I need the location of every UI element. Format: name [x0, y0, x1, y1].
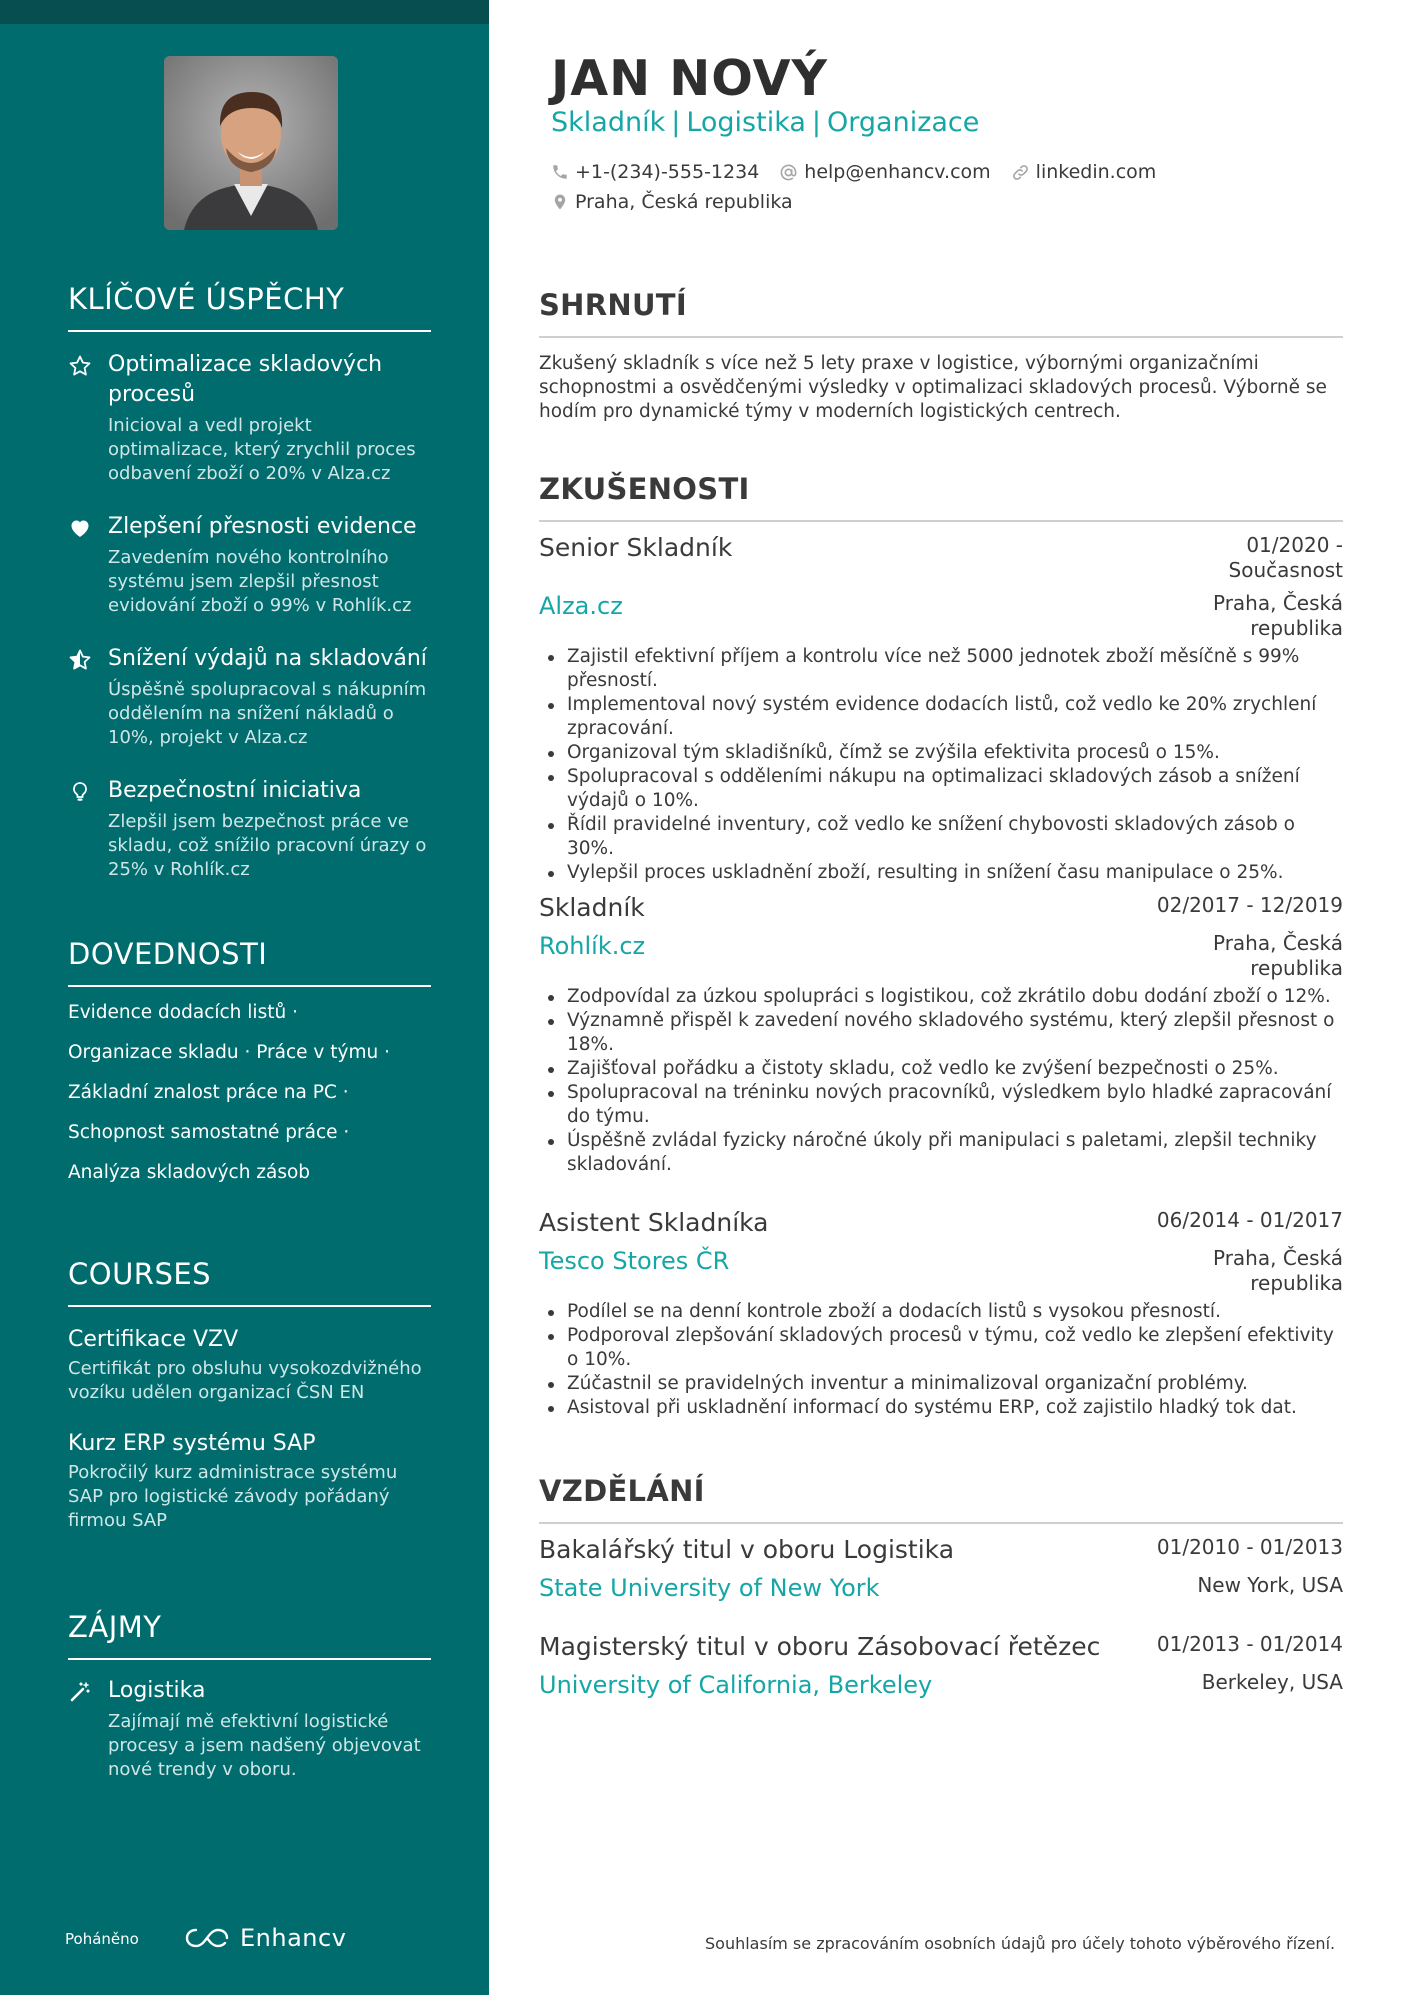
job-location: Praha, Česká republika: [1212, 931, 1343, 980]
job-date: 02/2017 - 12/2019: [1156, 893, 1343, 917]
job-entry: [539, 533, 1343, 885]
company-name[interactable]: Rohlík.cz: [539, 932, 646, 960]
education-title: VZDĚLÁNÍ: [539, 1474, 1343, 1524]
powered-by-label: Poháněno: [65, 1930, 139, 1948]
job-entry: [539, 1208, 1343, 1420]
job-bullet: Řídil pravidelné inventury, což vedlo ke snížení chybovosti skladových zásob o 30%.: [539, 813, 1343, 861]
achievement-desc: Úspěšně spolupracoval s nákupním oddělením na snížení nákladů o 10%, projekt v Alza.cz: [108, 679, 427, 748]
skills-section: [68, 937, 431, 1185]
job-location: Praha, Česká republika: [1212, 1246, 1343, 1295]
interests-section: [68, 1610, 431, 1782]
degree-title: Bakalářský titul v oboru Logistika: [539, 1535, 955, 1564]
magic-wand-icon: [68, 1680, 92, 1704]
job-bullets: [539, 645, 1343, 885]
achievement-desc: Zavedením nového kontrolního systému jsem zlepšil přesnost evidování zboží o 99% v Rohlík.cz: [108, 547, 412, 616]
location-pin-icon: [551, 193, 569, 211]
lightbulb-icon: [68, 780, 92, 804]
job-bullet: Podílel se na denní kontrole zboží a dodacích listů s vysokou přesností.: [539, 1300, 1343, 1324]
job-bullet: Implementoval nový systém evidence dodacích listů, což vedlo ke 20% zrychlení zpracování.: [539, 693, 1343, 741]
enhancv-logo-icon: [184, 1926, 230, 1950]
star-half-icon: [68, 648, 92, 672]
education-entry: [539, 1632, 1343, 1700]
link-icon: [1011, 163, 1030, 182]
candidate-name: JAN NOVÝ: [551, 50, 828, 107]
star-outline-icon: [68, 354, 92, 378]
education-date: 01/2010 - 01/2013: [1156, 1535, 1343, 1559]
company-name[interactable]: Tesco Stores ČR: [539, 1247, 730, 1275]
contact-website[interactable]: [1011, 161, 1157, 183]
skill-line: Evidence dodacích listů ·: [68, 1002, 298, 1023]
job-bullet: Zajistil efektivní příjem a kontrolu více než 5000 jednotek zboží měsíčně s 99% přesností.: [539, 645, 1343, 693]
job-bullet: Zúčastnil se pravidelných inventur a minimalizoval organizační problémy.: [539, 1372, 1343, 1396]
phone-text: +1-(234)-555-1234: [575, 161, 760, 183]
job-date: 01/2020 - Současnost: [1228, 533, 1343, 582]
courses-section: [68, 1257, 431, 1533]
job-bullet: Organizoval tým skladišníků, čímž se zvýšila efektivita procesů o 15%.: [539, 741, 1343, 765]
education-location: New York, USA: [1197, 1573, 1343, 1597]
skills-title: DOVEDNOSTI: [68, 937, 431, 987]
course-title: Certifikace VZV: [68, 1327, 239, 1352]
experience-title: ZKUŠENOSTI: [539, 472, 1343, 522]
job-title: Skladník: [539, 893, 645, 922]
experience-section: [539, 472, 1343, 522]
achievement-desc: Zlepšil jsem bezpečnost práce ve skladu, což snížilo pracovní úrazy o 25% v Rohlík.cz: [108, 811, 427, 880]
achievements-title: KLÍČOVÉ ÚSPĚCHY: [68, 282, 431, 332]
interest-item: [68, 1676, 431, 1782]
interest-title: Logistika: [108, 1678, 206, 1703]
summary-text: Zkušený skladník s více než 5 lety praxe v logistice, výbornými organizačními schopnostmi a osvědčenými výsledky v optimalizaci skladových procesů. Výborně se hodím pro dynamické týmy v moderních logistických centrech.: [539, 353, 1327, 422]
at-icon: [779, 163, 798, 182]
phone-icon: [551, 163, 569, 181]
headline-separator: |: [811, 107, 822, 138]
enhancv-logo[interactable]: [184, 1924, 346, 1952]
job-title: Asistent Skladníka: [539, 1208, 769, 1237]
headline-item: Skladník: [551, 107, 666, 138]
skill-line: Analýza skladových zásob: [68, 1162, 311, 1183]
website-text: linkedin.com: [1035, 161, 1157, 183]
headline-separator: |: [671, 107, 681, 138]
summary-title: SHRNUTÍ: [539, 288, 1343, 338]
achievement-item: [68, 644, 431, 750]
course-desc: Certifikát pro obsluhu vysokozdvižného vozíku udělen organizací ČSN EN: [68, 1358, 422, 1403]
heart-icon: [68, 516, 92, 540]
course-desc: Pokročilý kurz administrace systému SAP pro logistické závody pořádaný firmou SAP: [68, 1462, 398, 1531]
job-bullet: Úspěšně zvládal fyzicky náročné úkoly při manipulaci s paletami, zlepšil techniky skladování.: [539, 1129, 1343, 1177]
achievement-title: Bezpečnostní iniciativa: [108, 778, 362, 803]
enhancv-logo-text: Enhancv: [240, 1924, 347, 1952]
summary-section: [539, 288, 1343, 424]
school-name[interactable]: University of California, Berkeley: [539, 1671, 933, 1699]
achievement-title: Zlepšení přesnosti evidence: [108, 514, 417, 539]
job-bullet: Významně přispěl k zavedení nového skladového systému, který zlepšil přesnost o 18%.: [539, 1009, 1343, 1057]
contact-row-location: [551, 191, 813, 213]
skill-line: Schopnost samostatné práce ·: [68, 1122, 350, 1143]
company-name[interactable]: Alza.cz: [539, 592, 623, 620]
contact-location: [551, 191, 793, 213]
interest-desc: Zajímají mě efektivní logistické procesy a jsem nadšený objevovat nové trendy v oboru.: [108, 1711, 421, 1780]
gdpr-consent-note: Souhlasím se zpracováním osobních údajů pro účely tohoto výběrového řízení.: [705, 1934, 1336, 1953]
achievement-title: Optimalizace skladových procesů: [108, 352, 383, 407]
education-section: [539, 1474, 1343, 1524]
job-title: Senior Skladník: [539, 533, 733, 562]
profile-photo: [164, 56, 338, 230]
contact-row: [551, 161, 1176, 183]
job-date: 06/2014 - 01/2017: [1156, 1208, 1343, 1232]
job-bullet: Spolupracoval na tréninku nových pracovníků, výsledkem bylo hladké zapracování do týmu.: [539, 1081, 1343, 1129]
education-location: Berkeley, USA: [1201, 1670, 1343, 1694]
job-bullets: [539, 1300, 1343, 1420]
job-entry: [539, 893, 1343, 1177]
school-name[interactable]: State University of New York: [539, 1574, 880, 1602]
job-bullet: Podporoval zlepšování skladových procesů v týmu, což vedlo ke zlepšení efektivity o 10%.: [539, 1324, 1343, 1372]
skill-line: Základní znalost práce na PC ·: [68, 1082, 349, 1103]
job-bullets: [539, 985, 1343, 1177]
contact-email[interactable]: [779, 161, 990, 183]
email-text: help@enhancv.com: [804, 161, 991, 183]
headline: [551, 107, 979, 138]
education-entry: [539, 1535, 1343, 1603]
achievement-item: [68, 512, 431, 618]
job-bullet: Asistoval při uskladnění informací do systému ERP, což zajistilo hladký tok dat.: [539, 1396, 1343, 1420]
job-bullet: Zodpovídal za úzkou spolupráci s logistikou, což zkrátilo dobu dodání zboží o 12%.: [539, 985, 1343, 1009]
achievement-item: [68, 350, 431, 486]
job-bullet: Vylepšil proces uskladnění zboží, resulting in snížení času manipulace o 25%.: [539, 861, 1343, 885]
achievements-section: [68, 282, 431, 882]
location-text: Praha, Česká republika: [575, 191, 793, 213]
achievement-title: Snížení výdajů na skladování: [108, 646, 427, 671]
course-title: Kurz ERP systému SAP: [68, 1431, 316, 1456]
sidebar: [0, 0, 489, 1995]
degree-title: Magisterský titul v oboru Zásobovací řetězec: [539, 1632, 1101, 1661]
skill-line: Organizace skladu · Práce v týmu ·: [68, 1042, 390, 1063]
headline-item: Logistika: [686, 107, 806, 138]
interests-title: ZÁJMY: [68, 1610, 431, 1660]
achievement-item: [68, 776, 431, 882]
achievement-desc: Inicioval a vedl projekt optimalizace, který zrychlil proces odbavení zboží o 20% v Alza.cz: [108, 415, 416, 484]
sidebar-top-bar: [0, 0, 489, 24]
courses-title: COURSES: [68, 1257, 431, 1307]
education-date: 01/2013 - 01/2014: [1156, 1632, 1343, 1656]
contact-phone[interactable]: [551, 161, 759, 183]
job-bullet: Spolupracoval s odděleními nákupu na optimalizaci skladových zásob a snížení výdajů o 10%.: [539, 765, 1343, 813]
headline-item: Organizace: [827, 107, 980, 138]
job-bullet: Zajišťoval pořádku a čistoty skladu, což vedlo ke zvýšení bezpečnosti o 25%.: [539, 1057, 1343, 1081]
job-location: Praha, Česká republika: [1212, 591, 1343, 640]
